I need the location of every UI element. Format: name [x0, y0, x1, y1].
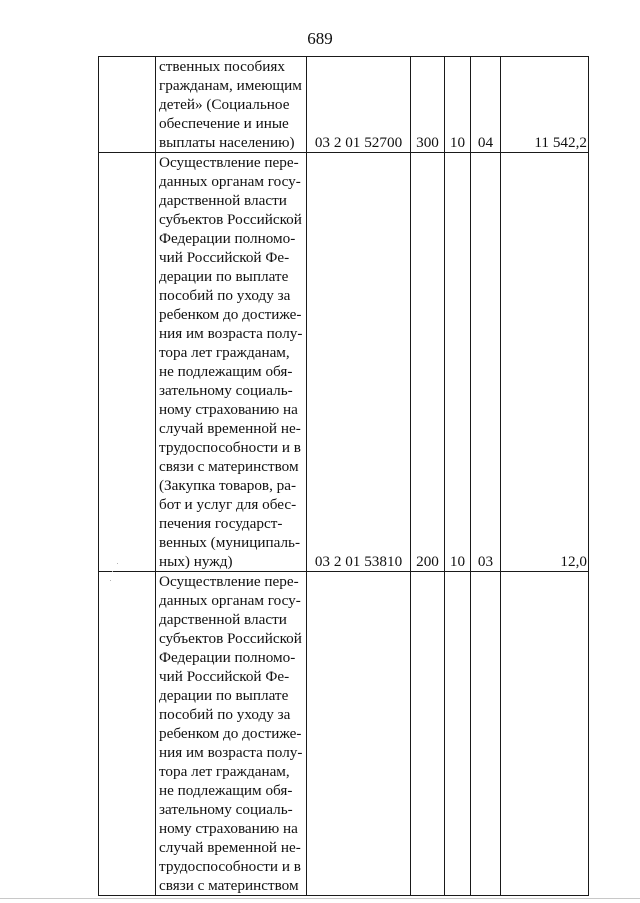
- description-line: печения государст-: [159, 515, 283, 532]
- description-line: дарственной власти: [159, 192, 287, 209]
- description-line: связи с материнством: [159, 877, 299, 894]
- description-line: ных) нужд): [159, 553, 233, 570]
- description-line: случай временной не-: [159, 420, 301, 437]
- description-line: обеспечение и иные: [159, 115, 289, 132]
- table-row: [99, 572, 589, 896]
- scan-edge-line: [0, 898, 640, 899]
- description-line: (Закупка товаров, ра-: [159, 477, 297, 494]
- expense-type-cell: 300: [411, 57, 445, 153]
- amount-cell: 12,0: [501, 153, 589, 572]
- table-row: [99, 153, 589, 572]
- description-line: ному страхованию на: [159, 820, 298, 837]
- description-line: ственных пособиях: [159, 58, 285, 75]
- description-line: тора лет гражданам,: [159, 763, 290, 780]
- description-line: Осуществление пере-: [159, 573, 299, 590]
- description-line: чий Российской Фе-: [159, 668, 290, 685]
- page-number: 689: [307, 29, 333, 48]
- description-line: Федерации полномо-: [159, 230, 296, 247]
- description-cell: [156, 57, 307, 153]
- description-line: бот и услуг для обес-: [159, 496, 297, 513]
- description-line: гражданам, имеющим: [159, 77, 302, 94]
- code-cell: 03 2 01 53810: [307, 153, 411, 572]
- description-line: ребенком до достиже-: [159, 306, 302, 323]
- scan-speck: [110, 580, 111, 581]
- description-line: чий Российской Фе-: [159, 249, 290, 266]
- blank-cell: [99, 57, 156, 153]
- description-line: ния им возраста полу-: [159, 325, 303, 342]
- description-line: Осуществление пере-: [159, 154, 299, 171]
- description-line: не подлежащим обя-: [159, 363, 293, 380]
- description-line: ному страхованию на: [159, 401, 298, 418]
- amount-cell: [501, 572, 589, 896]
- description-line: ния им возраста полу-: [159, 744, 303, 761]
- budget-table: [98, 56, 589, 896]
- subsection-cell: 04: [471, 57, 501, 153]
- description-line: данных органам госу-: [159, 592, 301, 609]
- description-line: субъектов Российской: [159, 211, 302, 228]
- description-line: венных (муниципаль-: [159, 534, 301, 551]
- blank-cell: [99, 153, 156, 572]
- description-line: дарственной власти: [159, 611, 287, 628]
- subsection-cell: 03: [471, 153, 501, 572]
- table-body: [99, 57, 589, 896]
- description-line: субъектов Российской: [159, 630, 302, 647]
- description-cell: [156, 572, 307, 896]
- description-line: случай временной не-: [159, 839, 301, 856]
- description-line: зательному социаль-: [159, 801, 293, 818]
- description-cell: [156, 153, 307, 572]
- description-line: данных органам госу-: [159, 173, 301, 190]
- description-line: трудоспособности и в: [159, 439, 301, 456]
- expense-type-cell: 200: [411, 153, 445, 572]
- description-line: дерации по выплате: [159, 687, 289, 704]
- description-line: детей» (Социальное: [159, 96, 290, 113]
- section-cell: 10: [445, 153, 471, 572]
- description-line: Федерации полномо-: [159, 649, 296, 666]
- scan-speck: [117, 563, 118, 564]
- description-line: ребенком до достиже-: [159, 725, 302, 742]
- amount-cell: 11 542,2: [501, 57, 589, 153]
- section-cell: [445, 572, 471, 896]
- description-line: дерации по выплате: [159, 268, 289, 285]
- description-line: зательному социаль-: [159, 382, 293, 399]
- code-cell: 03 2 01 52700: [307, 57, 411, 153]
- description-line: пособий по уходу за: [159, 706, 291, 723]
- section-cell: 10: [445, 57, 471, 153]
- table-row: [99, 57, 589, 153]
- description-line: выплаты населению): [159, 134, 295, 151]
- description-line: связи с материнством: [159, 458, 299, 475]
- expense-type-cell: [411, 572, 445, 896]
- scan-speck: [112, 571, 113, 572]
- description-line: не подлежащим обя-: [159, 782, 293, 799]
- blank-cell: [99, 572, 156, 896]
- description-line: тора лет гражданам,: [159, 344, 290, 361]
- description-line: пособий по уходу за: [159, 287, 291, 304]
- subsection-cell: [471, 572, 501, 896]
- description-line: трудоспособности и в: [159, 858, 301, 875]
- code-cell: [307, 572, 411, 896]
